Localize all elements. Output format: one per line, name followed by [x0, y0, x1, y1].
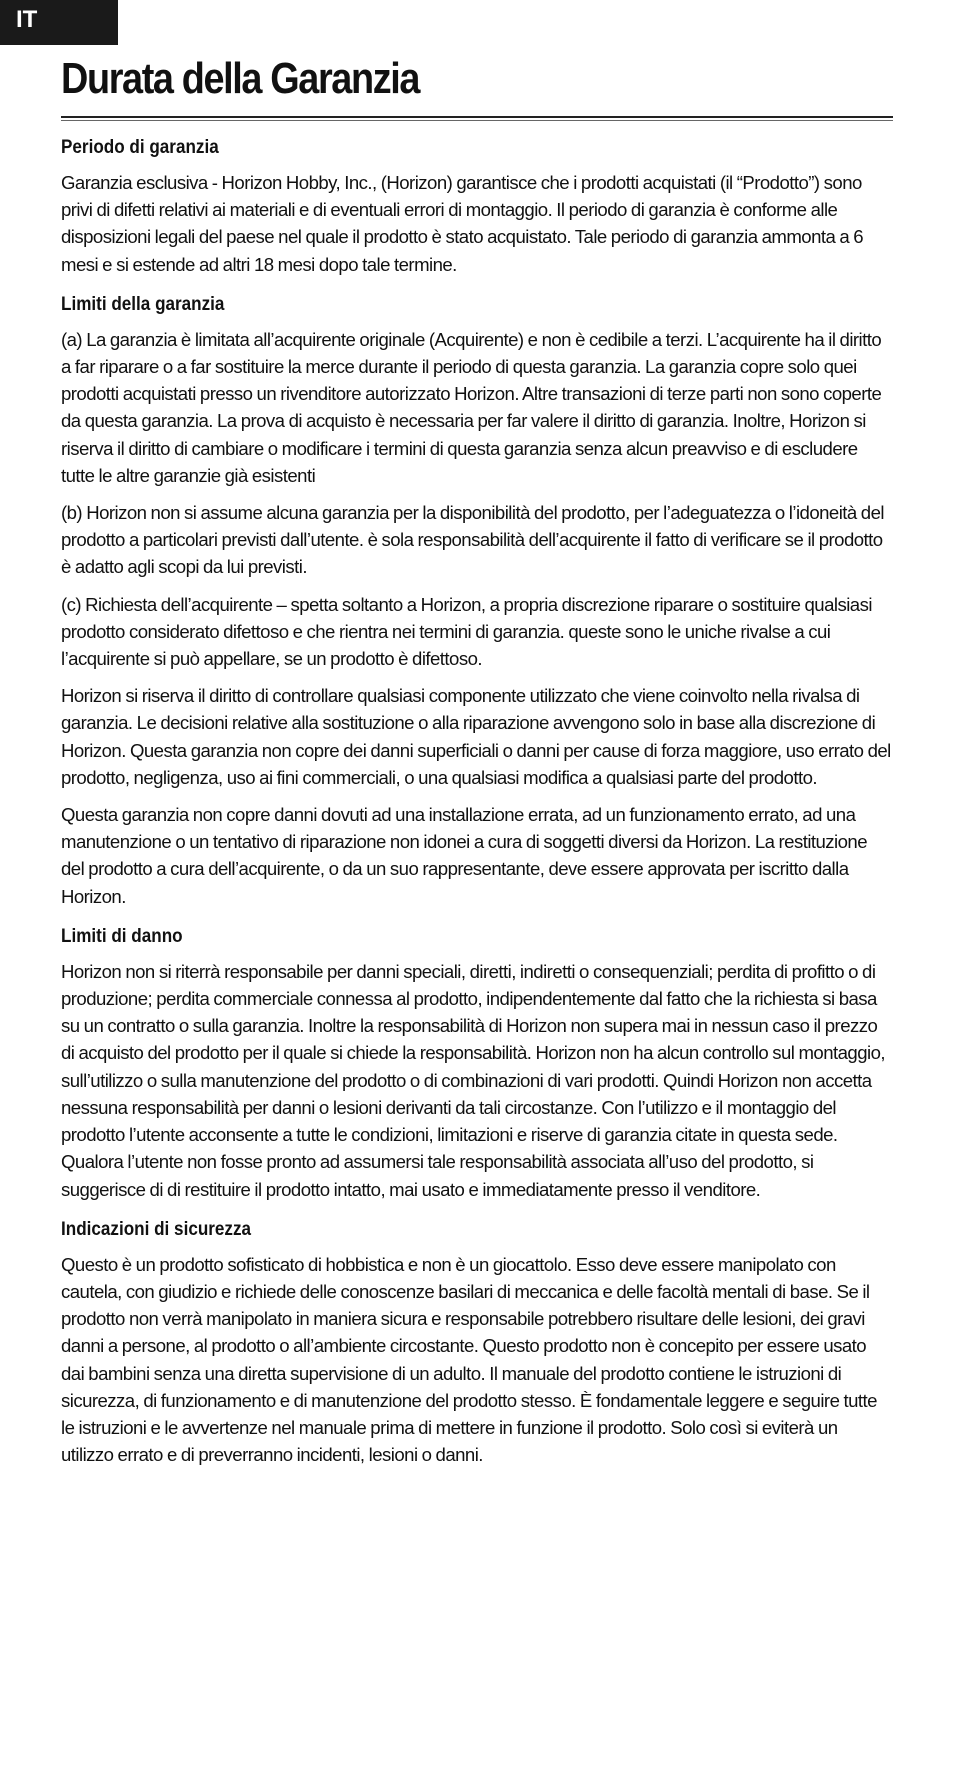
- paragraph: Horizon si riserva il diritto di controllare qualsiasi componente utilizzato che viene coinvolto nella rivalsa di garanzia. Le decisioni relative alla sostituzione o alla riparazione avvengono solo in base alla discrezione di Horizon. Questa garanzia non copre dei danni superficiali o danni per cause di forza maggiore, uso errato del prodotto, negligenza, uso ai fini commerciali, o una qualsiasi modifica a qualsiasi parte del prodotto.: [61, 685, 891, 788]
- paragraph: (c) Richiesta dell’acquirente – spetta soltanto a Horizon, a propria discrezione riparare o sostituire qualsiasi prodotto considerato difettoso e che rientra nei termini di garanzia. queste sono le uniche rivalse a cui l’acquirente si può appellare, se un prodotto è difettoso.: [61, 593, 872, 670]
- paragraph: (b) Horizon non si assume alcuna garanzia per la disponibilità del prodotto, per l’adeguatezza o l’idoneità del prodotto a particolari previsti dall’utente. è sola responsabilità dell’acquirente il fatto di verificare se il prodotto è adatto agli scopi da lui previsti.: [61, 502, 884, 578]
- language-tab: IT: [0, 0, 118, 45]
- paragraph: Questo è un prodotto sofisticato di hobbistica e non è un giocattolo. Esso deve essere manipolato con cautela, con giudizio e richiede delle conoscenze basilari di meccanica e delle facoltà mentali di base. Se il prodotto non verrà manipolato in maniera sicura e responsabile potrebbero risultare delle lesioni, dei gravi danni a persone, al prodotto o all’ambiente circostante. Questo prodotto non è concepito per essere usato dai bambini senza una diretta supervisione di un adulto. Il manuale del prodotto contiene le istruzioni di sicurezza, di funzionamento e di manutenzione del prodotto stesso. È fondamentale leggere e seguire tutte le istruzioni e le avvertenze nel manuale prima di mettere in funzione il prodotto. Solo così si eviterà un utilizzo errato e di preverranno incidenti, lesioni o danni.: [61, 1253, 877, 1466]
- section-limiti-di-danno: [61, 926, 893, 1203]
- section-heading: Limiti di danno: [61, 925, 183, 947]
- section-periodo-di-garanzia: [61, 137, 893, 278]
- paragraph: (a) La garanzia è limitata all’acquirente originale (Acquirente) e non è cedibile a terzi. L’acquirente ha il diritto a far riparare o a far sostituire la merce durante il periodo di questa garanzia. La garanzia copre solo quei prodotti acquistati presso un rivenditore autorizzato Horizon. Altre transazioni di terze parti non sono coperte da questa garanzia. La prova di acquisto è necessaria per far valere il diritto di garanzia. Inoltre, Horizon si riserva il diritto di cambiare o modificare i termini di questa garanzia senza alcun preavviso e di escludere tutte le altre garanzie già esistenti: [61, 328, 882, 486]
- title-divider: [61, 116, 893, 121]
- page-title: Durata della Garanzia: [61, 54, 420, 103]
- paragraph: Garanzia esclusiva - Horizon Hobby, Inc., (Horizon) garantisce che i prodotti acquistati (il “Prodotto”) sono privi di difetti relativi ai materiali e di eventuali errori di montaggio. Il periodo di garanzia è conforme alle disposizioni legali del paese nel quale il prodotto è stato acquistato. Tale periodo di garanzia ammonta a 6 mesi e si estende ad altri 18 mesi dopo tale termine.: [61, 172, 864, 275]
- section-heading: Periodo di garanzia: [61, 137, 219, 158]
- paragraph: Horizon non si riterrà responsabile per danni speciali, diretti, indiretti o consequenziali; perdita di profitto o di produzione; perdita commerciale connessa al prodotto, indipendentemente dal fatto che la richiesta si basa su un contratto o sulla garanzia. Inoltre la responsabilità di Horizon non supera mai in nessun caso il prezzo di acquisto del prodotto per il quale si chiede la responsabilità. Horizon non ha alcun controllo sul montaggio, sull’utilizzo o sulla manutenzione del prodotto o di combinazioni di vari prodotti. Quindi Horizon non accetta nessuna responsabilità per danni o lesioni derivanti da tali circostanze. Con l’utilizzo e il montaggio del prodotto l’utente acconsente a tutte le condizioni, limitazioni e riserve di garanzia citate in questa sede. Qualora l’utente non fosse pronto ad assumersi tale responsabilità associata all’uso del prodotto, si suggerisce di di restituire il prodotto intatto, mai usato e immediatamente presso il venditore.: [61, 960, 885, 1200]
- section-heading: Indicazioni di sicurezza: [61, 1218, 252, 1240]
- document-page: [61, 52, 893, 1478]
- section-limiti-della-garanzia: [61, 294, 893, 910]
- section-indicazioni-di-sicurezza: [61, 1219, 893, 1469]
- paragraph: Questa garanzia non copre danni dovuti ad una installazione errata, ad un funzionamento errato, ad una manutenzione o un tentativo di riparazione non idonei a cura di soggetti diversi da Horizon. La restituzione del prodotto a cura dell’acquirente, o da un suo rappresentante, deve essere approvata per iscritto dalla Horizon.: [61, 804, 868, 907]
- section-heading: Limiti della garanzia: [61, 293, 225, 315]
